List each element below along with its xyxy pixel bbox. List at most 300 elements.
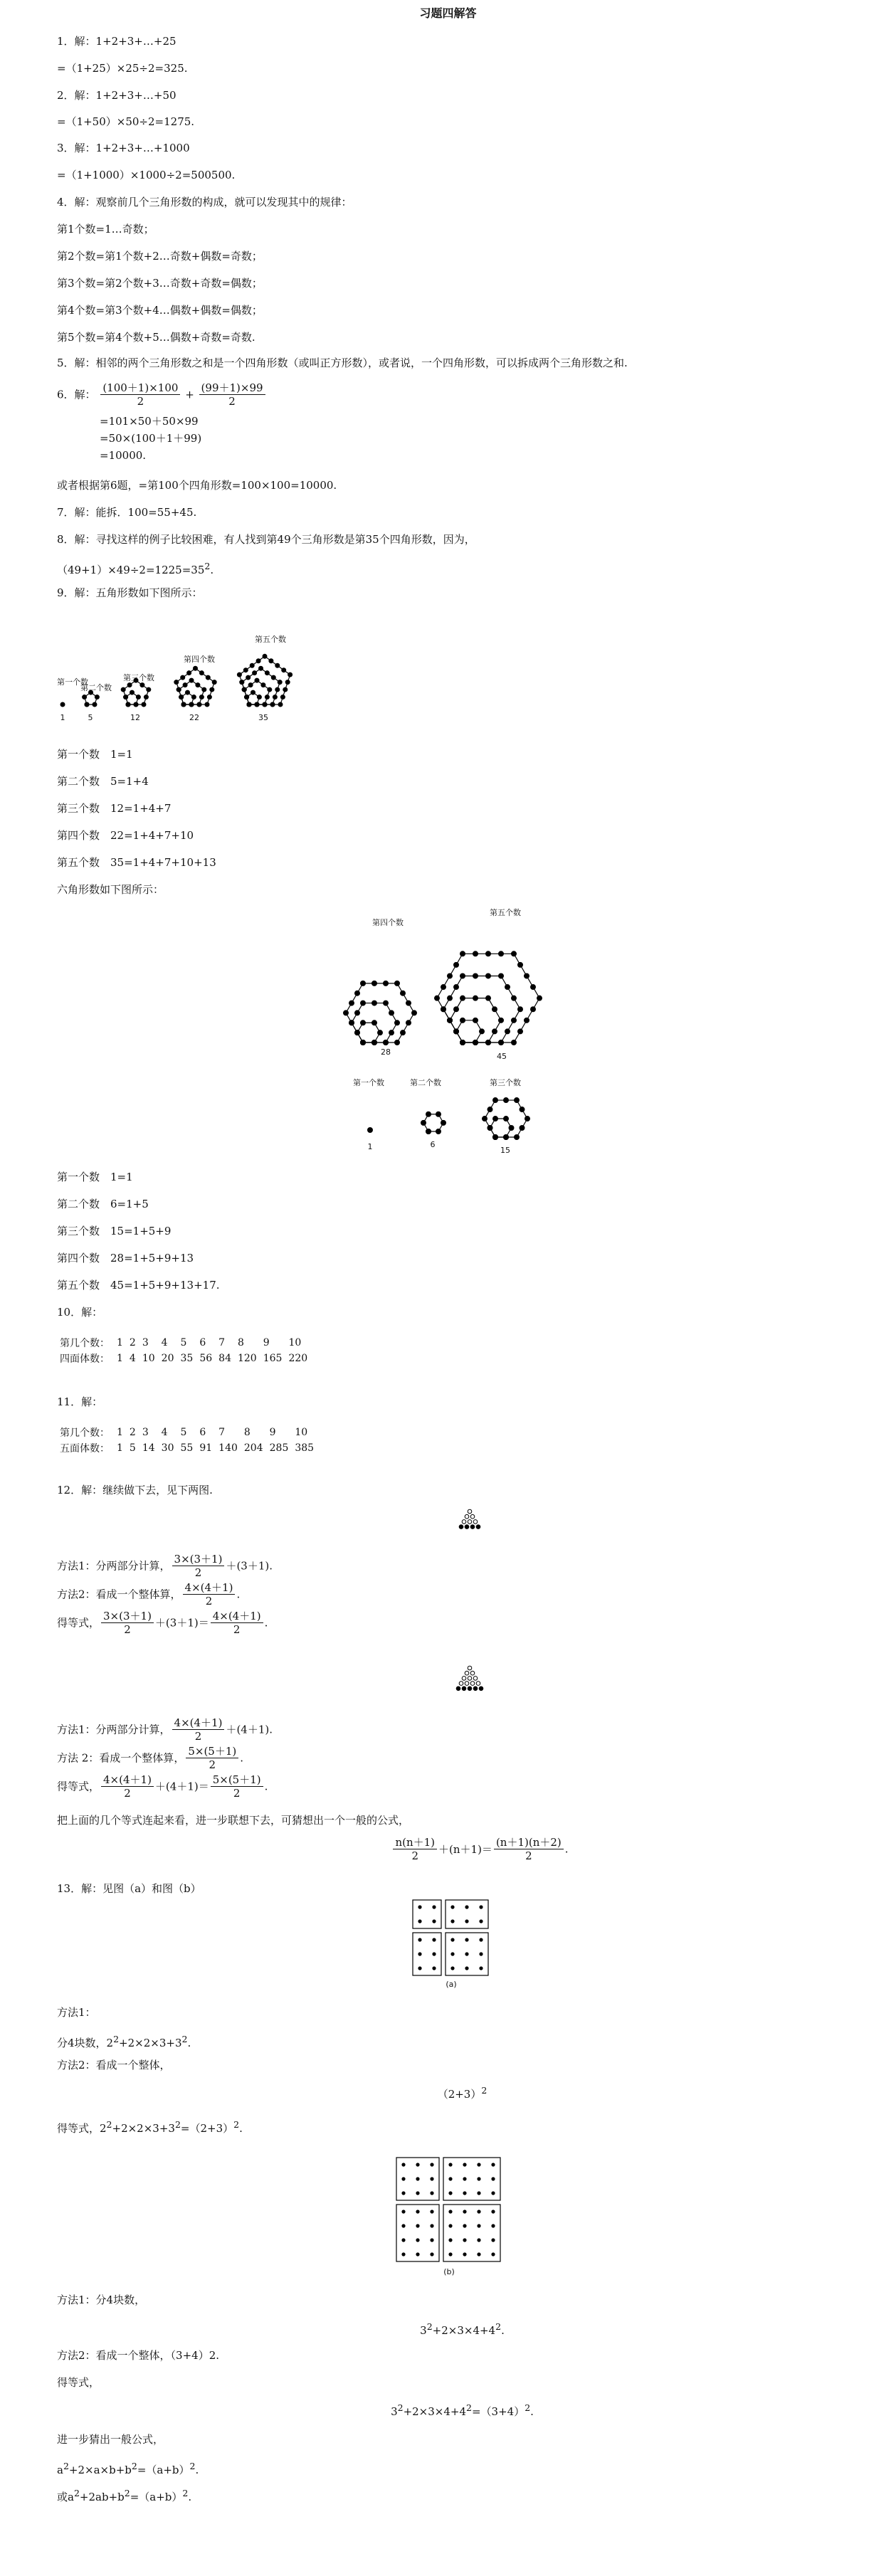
dot	[499, 951, 504, 956]
hex-value: 1	[367, 1142, 373, 1151]
dot	[395, 981, 400, 986]
dot	[491, 2252, 495, 2256]
dot	[512, 951, 517, 956]
table-cell: 140	[218, 1442, 238, 1454]
dot	[401, 2252, 405, 2256]
dot	[361, 981, 366, 986]
dot	[448, 2252, 452, 2256]
pentagonal-numbers-figure	[57, 605, 356, 729]
text: =（3+4）	[471, 2405, 525, 2418]
dot	[462, 1686, 466, 1691]
dot	[259, 666, 263, 670]
fraction	[211, 1773, 263, 1800]
dot	[384, 1001, 389, 1005]
dot-triangle-figure-2	[445, 1664, 495, 1706]
dot	[130, 690, 135, 695]
q4-row3: 第3个数=第2个数+3…奇数+奇数=偶数；	[57, 277, 263, 290]
dot	[261, 683, 265, 687]
text: a	[57, 2464, 63, 2476]
text: .	[264, 1780, 268, 1793]
text: +2×2×3+3	[119, 2037, 182, 2049]
text: +2×3×4+4	[403, 2405, 467, 2418]
dot	[465, 1514, 469, 1519]
dot	[435, 996, 440, 1001]
fraction	[101, 1773, 154, 1800]
dot	[389, 1010, 394, 1015]
q13-a-whole	[0, 2085, 896, 2101]
pent-value: 35	[258, 713, 268, 722]
dot	[275, 663, 280, 667]
dot	[372, 1020, 377, 1025]
table-cell: 3	[142, 1427, 149, 1438]
text: +2ab+b	[79, 2491, 125, 2503]
dot	[416, 2177, 419, 2180]
hex-value: 15	[500, 1146, 510, 1155]
dot	[60, 702, 65, 707]
text: +2×2×3+3	[112, 2122, 175, 2135]
dot	[243, 668, 248, 672]
text: 3	[391, 2405, 398, 2418]
dot	[430, 2252, 433, 2256]
text: 方法2：看成一个整体算，	[57, 1588, 181, 1601]
dot	[470, 1671, 475, 1675]
table-cell: 9	[269, 1427, 276, 1438]
hex-row3: 第三个数 15=1+5+9	[57, 1225, 172, 1237]
dot	[174, 680, 179, 685]
dot	[181, 675, 185, 680]
table-cell: 2	[129, 1427, 136, 1438]
dot	[430, 2224, 433, 2227]
dot	[401, 2238, 405, 2242]
text: .	[530, 2405, 534, 2418]
dot	[518, 1029, 523, 1034]
dot	[121, 687, 125, 692]
caption-b: (b)	[443, 2267, 455, 2276]
dot	[479, 1919, 483, 1923]
dot	[515, 1098, 520, 1103]
dot	[191, 695, 196, 700]
hex-intro: 六角形数如下图所示：	[57, 883, 164, 896]
dot	[196, 683, 200, 687]
exponent: 2	[397, 2402, 404, 2413]
table-cell: 8	[243, 1427, 251, 1438]
q13-a-equation	[57, 2118, 243, 2136]
dot	[186, 690, 190, 695]
dot	[418, 1905, 421, 1909]
dot	[384, 1040, 389, 1045]
dot	[273, 695, 277, 700]
dot	[460, 1040, 465, 1045]
dot	[468, 1509, 472, 1514]
table-row	[60, 1440, 320, 1456]
dot	[486, 1040, 491, 1045]
dot	[194, 666, 198, 670]
dot	[93, 702, 97, 707]
period: .	[210, 564, 214, 576]
dot	[531, 1007, 536, 1012]
dot	[448, 996, 453, 1001]
dot	[465, 1919, 468, 1923]
fraction	[211, 1610, 263, 1636]
q1-line2: =（1+25）×25÷2=325.	[57, 62, 188, 75]
fraction	[186, 1745, 238, 1771]
table-cell: 285	[269, 1442, 289, 1454]
dot	[525, 1018, 529, 1023]
dot	[242, 687, 246, 692]
figure-b-dot-grid	[395, 2156, 523, 2281]
q13-b-method2: 方法2：看成一个整体，（3+4）2.	[57, 2349, 220, 2362]
dot	[187, 671, 191, 675]
dot	[473, 973, 478, 978]
dot	[450, 1938, 454, 1941]
text: ＋(3＋1)＝	[154, 1616, 209, 1630]
caption-a: (a)	[446, 1980, 457, 1989]
fraction	[494, 1836, 564, 1862]
pent-label: 第四个数	[184, 655, 215, 664]
fraction	[183, 1581, 236, 1608]
text: 或a	[57, 2491, 74, 2503]
dot	[85, 702, 89, 707]
dot	[450, 1905, 454, 1909]
numerator: 3×(3＋1)	[101, 1610, 154, 1623]
table-cell: 1	[117, 1427, 123, 1438]
dot	[416, 2252, 419, 2256]
dot	[430, 2238, 433, 2242]
dot	[463, 2252, 466, 2256]
dot	[518, 1007, 523, 1012]
dot	[263, 654, 267, 658]
dot	[430, 2177, 433, 2180]
table-cell: 2	[129, 1337, 136, 1348]
dot	[288, 672, 292, 677]
pent-row3: 第三个数 12=1+4+7	[57, 802, 172, 815]
text: 得等式，	[57, 1780, 100, 1793]
dot	[432, 1966, 436, 1970]
exponent: 2	[124, 2488, 130, 2498]
text: .	[501, 2324, 505, 2337]
table-cell: 6	[199, 1337, 206, 1348]
dot	[406, 1020, 411, 1025]
dot	[265, 695, 269, 700]
pent-value: 5	[88, 713, 93, 722]
q3-line1: 3．解：1+2+3+…+1000	[57, 142, 190, 154]
dot	[460, 951, 465, 956]
dot	[401, 1030, 406, 1035]
table-cell: 35	[180, 1353, 194, 1364]
dot	[486, 973, 491, 978]
denominator: 2	[411, 1849, 418, 1862]
dot	[270, 702, 275, 707]
table-cell: 7	[218, 1427, 226, 1438]
dot	[505, 985, 510, 990]
numerator: n(n＋1)	[393, 1836, 437, 1849]
q4-row5: 第5个数=第4个数+5…偶数+奇数=奇数.	[57, 331, 255, 344]
dot	[520, 1126, 525, 1131]
dot	[459, 1682, 463, 1686]
q11-label: 11．解：	[57, 1395, 103, 1408]
dot	[361, 1040, 366, 1045]
dot	[176, 687, 181, 692]
q6-fraction-1	[100, 381, 180, 408]
dot	[465, 1525, 469, 1529]
dot	[487, 1126, 492, 1131]
dot	[499, 1018, 504, 1023]
hex-row4: 第四个数 28=1+5+9+13	[57, 1252, 194, 1265]
fraction	[172, 1716, 225, 1743]
dot	[454, 962, 459, 967]
q12-method2-a	[57, 1581, 240, 1608]
pent-value: 12	[130, 713, 140, 722]
dot	[247, 702, 251, 707]
table-row	[60, 1425, 320, 1440]
table-cell: 4	[161, 1427, 168, 1438]
dot	[463, 2191, 466, 2195]
dot	[250, 663, 254, 667]
dot	[479, 1952, 483, 1955]
text: 分4块数，2	[57, 2037, 114, 2049]
dot	[492, 1029, 497, 1034]
plus-sign: +	[185, 388, 194, 401]
q13-general-intro: 进一步猜出一般公式，	[57, 2433, 164, 2446]
dot	[210, 687, 214, 692]
grid-box	[446, 1900, 488, 1928]
q5-answer: 5．解：相邻的两个三角形数之和是一个四角形数（或叫正方形数），或者说，一个四角形数，可以拆成两个三角形数之和.	[57, 357, 628, 369]
hex-label: 第三个数	[490, 1078, 521, 1087]
dot	[477, 2210, 480, 2213]
dot	[493, 1098, 498, 1103]
q2-line1: 2．解：1+2+3+…+50	[57, 89, 176, 102]
denominator: 2	[233, 1787, 241, 1800]
dot	[378, 1030, 383, 1035]
q12-method1-a	[57, 1553, 273, 1579]
dot	[372, 981, 377, 986]
dot	[492, 1007, 497, 1012]
table-cell: 5	[180, 1427, 187, 1438]
dot	[246, 675, 251, 680]
dot	[525, 973, 529, 978]
pent-row4: 第四个数 22=1+4+7+10	[57, 829, 194, 842]
q13-b-equation-label: 得等式，	[57, 2376, 100, 2389]
q12-equation-a	[57, 1610, 268, 1636]
dot	[512, 1040, 517, 1045]
dot	[463, 2238, 466, 2242]
dot	[491, 2210, 495, 2213]
dot	[395, 1020, 400, 1025]
q6-fraction-2	[199, 381, 265, 408]
dot	[456, 1686, 460, 1691]
text: 方法1：分两部分计算，	[57, 1723, 171, 1736]
fraction	[393, 1836, 437, 1862]
dot	[473, 1677, 478, 1681]
dot	[416, 2163, 419, 2166]
dot	[432, 1905, 436, 1909]
q6-step2: =50×(100＋1＋99)	[100, 432, 202, 445]
dot	[256, 659, 260, 663]
q12-intro: 12．解：继续做下去，见下两图.	[57, 1484, 213, 1496]
q13-b-count	[0, 2321, 896, 2337]
dot	[401, 2210, 405, 2213]
pent-row5: 第五个数 35=1+4+7+10+13	[57, 856, 216, 869]
dot	[416, 2191, 419, 2195]
dot	[468, 1666, 472, 1670]
dot	[473, 1040, 478, 1045]
exponent: 2	[233, 2119, 240, 2130]
dot	[486, 951, 491, 956]
q13-a-method2: 方法2：看成一个整体，	[57, 2059, 171, 2071]
dot	[255, 702, 259, 707]
exponent: 2	[189, 2461, 196, 2471]
dot	[282, 668, 286, 672]
dot	[237, 672, 241, 677]
text: .	[195, 2464, 199, 2476]
pent-label: 第二个数	[80, 683, 112, 692]
table-cell: 1	[117, 1442, 123, 1454]
q6-step3: =10000.	[100, 449, 147, 462]
row-header: 第几个数：	[60, 1338, 110, 1349]
dot	[512, 996, 517, 1001]
dot	[479, 1966, 483, 1970]
dot	[126, 702, 130, 707]
dot	[491, 2177, 495, 2180]
denominator: 2	[137, 395, 144, 408]
dot	[189, 678, 194, 682]
dot	[418, 1966, 421, 1970]
hex-row1: 第一个数 1=1	[57, 1171, 133, 1183]
dot	[418, 1919, 421, 1923]
dot	[520, 1107, 525, 1112]
tetrahedral-table	[60, 1335, 314, 1366]
dot	[462, 1520, 466, 1524]
table-cell: 10	[295, 1427, 308, 1438]
dot	[462, 1677, 466, 1681]
row-header: 四面体数：	[60, 1353, 110, 1365]
figure-a-dot-grid	[411, 1899, 511, 1991]
dot	[473, 1520, 478, 1524]
hexagonal-numbers-figure	[334, 904, 605, 1167]
grid-box	[413, 1900, 441, 1928]
dot	[416, 2210, 419, 2213]
text: =（2+3）	[180, 2122, 234, 2135]
dot	[463, 2177, 466, 2180]
exponent: 2	[426, 2321, 433, 2332]
fraction	[172, 1553, 225, 1579]
q6-label: 6．解：	[57, 388, 96, 401]
exponent: 2	[182, 2488, 189, 2498]
text: 方法1：分两部分计算，	[57, 1559, 171, 1573]
numerator: 5×(5＋1)	[211, 1773, 263, 1787]
text: .	[236, 1588, 241, 1601]
dot	[448, 2163, 452, 2166]
dot	[448, 973, 453, 978]
numerator: 3×(3＋1)	[172, 1553, 225, 1566]
q8-line2	[57, 559, 214, 577]
dot	[441, 1120, 446, 1125]
dot	[470, 1514, 475, 1519]
exponent: 2	[113, 2034, 120, 2044]
dot	[465, 1938, 468, 1941]
dot	[473, 1686, 478, 1691]
text: 得等式，	[57, 1616, 100, 1630]
dot	[454, 985, 459, 990]
hex-value: 6	[430, 1140, 436, 1149]
exponent: 2	[495, 2321, 502, 2332]
dot	[372, 1001, 377, 1005]
dot	[372, 1040, 377, 1045]
dot	[248, 683, 253, 687]
table-cell: 165	[263, 1353, 283, 1364]
dot	[412, 1010, 417, 1015]
page-title: 习题四解答	[419, 6, 477, 20]
exponent: 2	[131, 2461, 137, 2471]
dot	[432, 1938, 436, 1941]
dot	[460, 973, 465, 978]
dot	[512, 1018, 517, 1023]
dot	[253, 671, 257, 675]
exponent: 2	[106, 2119, 112, 2130]
dot	[355, 1010, 360, 1015]
dot	[349, 1001, 354, 1005]
table-cell: 4	[161, 1337, 168, 1348]
q1-line1: 1．解：1+2+3+…+25	[57, 35, 176, 48]
dot	[268, 687, 272, 692]
dot	[263, 702, 267, 707]
pent-value: 22	[189, 713, 199, 722]
dot	[183, 683, 187, 687]
dot	[416, 2224, 419, 2227]
row-header: 五面体数：	[60, 1443, 110, 1455]
dot	[465, 1952, 468, 1955]
dot	[278, 702, 283, 707]
hex-row2: 第二个数 6=1+5	[57, 1198, 149, 1210]
dot	[432, 1919, 436, 1923]
dot	[283, 687, 288, 692]
dot	[537, 996, 542, 1001]
dot	[441, 1007, 446, 1012]
dot	[509, 1126, 514, 1131]
dot	[189, 702, 194, 707]
dot	[199, 671, 204, 675]
denominator: 2	[194, 1566, 202, 1579]
dot	[468, 1677, 472, 1681]
dot	[477, 2238, 480, 2242]
grid-box	[413, 1933, 441, 1975]
dot	[430, 2210, 433, 2213]
dot	[470, 1682, 475, 1686]
hex-value: 28	[381, 1047, 391, 1057]
pent-value: 1	[60, 713, 65, 722]
table-cell: 1	[117, 1337, 123, 1348]
numerator: 4×(4＋1)	[211, 1610, 263, 1623]
q13-a-count	[57, 2032, 191, 2050]
dot	[463, 2210, 466, 2213]
q4-row2: 第2个数=第1个数+2…奇数+偶数=奇数；	[57, 250, 263, 263]
dot	[450, 1952, 454, 1955]
q4-intro: 4．解：观察前几个三角形数的构成，就可以发现其中的规律：	[57, 196, 352, 208]
polygon-outline	[357, 1023, 380, 1042]
dot	[368, 1128, 373, 1133]
dot	[505, 1029, 510, 1034]
dot	[479, 1938, 483, 1941]
q13-b-method1: 方法1：分4块数，	[57, 2293, 146, 2306]
dot	[487, 1107, 492, 1112]
dot	[344, 1010, 349, 1015]
dot	[401, 2224, 405, 2227]
fraction	[101, 1610, 154, 1636]
hex-label: 第五个数	[490, 908, 521, 917]
dot	[448, 2210, 452, 2213]
q6-formula	[57, 381, 267, 408]
text: +2×3×4+4	[432, 2324, 496, 2337]
